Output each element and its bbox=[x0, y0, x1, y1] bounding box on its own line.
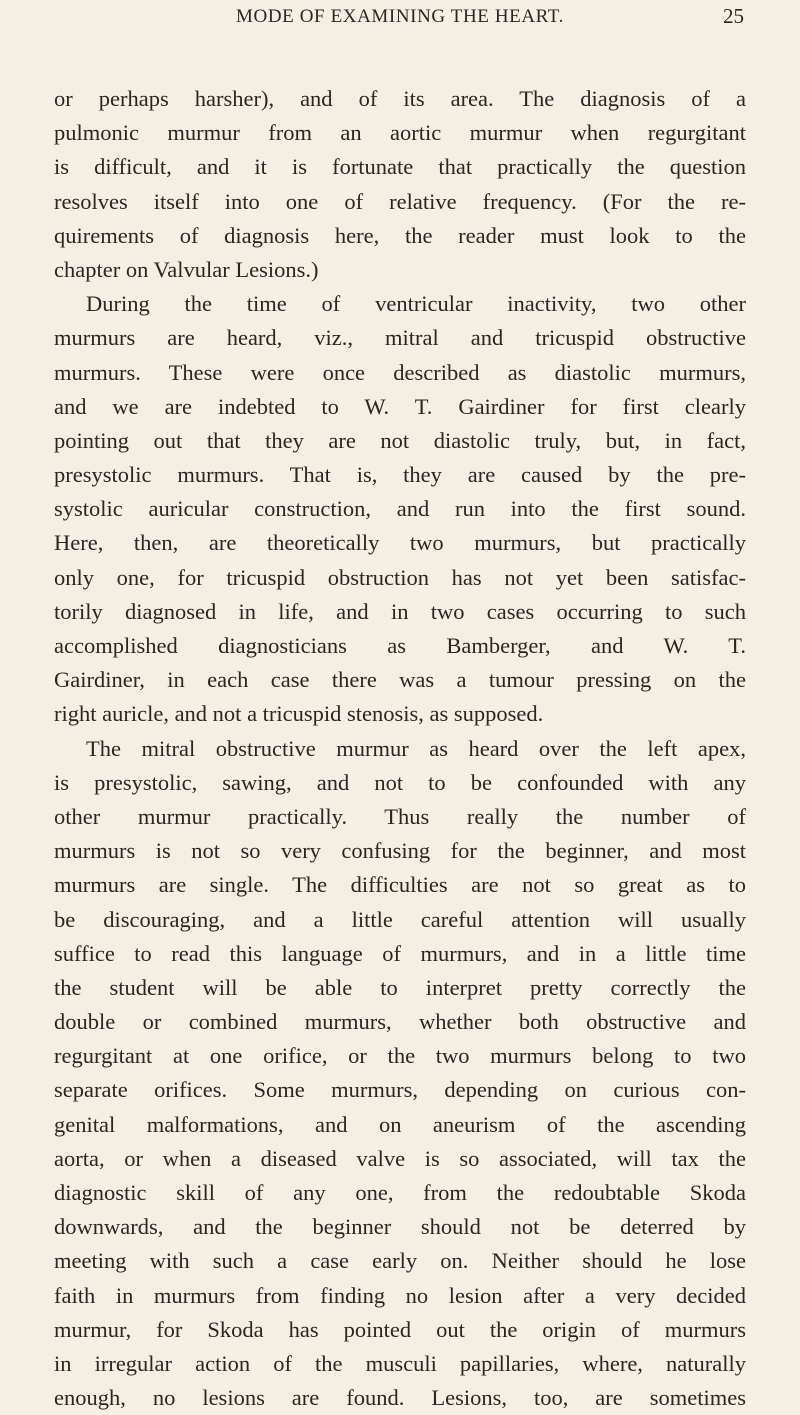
text-line: accomplished diagnosticians as Bamberger, and W. T. bbox=[54, 633, 746, 658]
text-line: is presystolic, sawing, and not to be confounded with any bbox=[54, 769, 746, 795]
text-line: or perhaps harsher), and of its area. The diagnosis of a bbox=[54, 86, 746, 111]
text-line: murmurs. These were once described as diastolic murmurs, bbox=[54, 359, 746, 385]
text-line: systolic auricular construction, and run into the first sound. bbox=[54, 496, 746, 522]
text-line: be discouraging, and a little careful attention will usually bbox=[54, 906, 746, 932]
text-line: faith in murmurs from finding no lesion after a very decided bbox=[54, 1282, 746, 1308]
page-header bbox=[54, 2, 746, 32]
text-line: murmurs are single. The difficulties are not so great as to bbox=[54, 872, 746, 898]
text-line: only one, for tricuspid obstruction has not yet been satisfac- bbox=[54, 564, 746, 590]
text-line: presystolic murmurs. That is, they are caused by the pre- bbox=[54, 462, 746, 488]
text-line: diagnostic skill of any one, from the redoubtable Skoda bbox=[54, 1180, 746, 1205]
text-line: murmurs is not so very confusing for the beginner, and most bbox=[54, 838, 746, 864]
text-line: chapter on Valvular Lesions.) bbox=[54, 256, 319, 282]
text-line: and we are indebted to W. T. Gairdiner for first clearly bbox=[54, 393, 746, 419]
text-line: murmur, for Skoda has pointed out the origin of murmurs bbox=[54, 1316, 746, 1342]
text-line: The mitral obstructive murmur as heard over the left apex, bbox=[86, 735, 746, 761]
text-line: During the time of ventricular inactivity, two other bbox=[86, 291, 746, 317]
page-number: 25 bbox=[723, 4, 744, 28]
text-line: Here, then, are theoretically two murmurs, but practically bbox=[54, 530, 746, 556]
text-line: other murmur practically. Thus really the number of bbox=[54, 803, 746, 829]
text-line: separate orifices. Some murmurs, depending on curious con- bbox=[54, 1077, 746, 1103]
text-line: the student will be able to interpret pretty correctly the bbox=[54, 974, 746, 1000]
text-line: regurgitant at one orifice, or the two murmurs belong to two bbox=[54, 1043, 746, 1069]
text-line: pointing out that they are not diastolic truly, but, in fact, bbox=[54, 427, 746, 453]
text-line: murmurs are heard, viz., mitral and tricuspid obstructive bbox=[54, 325, 746, 351]
text-line: in irregular action of the musculi papillaries, where, naturally bbox=[54, 1350, 746, 1376]
body-text bbox=[54, 82, 746, 1415]
running-title: MODE OF EXAMINING THE HEART. bbox=[236, 6, 564, 27]
text-line: meeting with such a case early on. Neither should he lose bbox=[54, 1248, 746, 1274]
text-line: resolves itself into one of relative frequency. (For the re- bbox=[54, 188, 746, 214]
text-line: quirements of diagnosis here, the reader must look to the bbox=[54, 222, 746, 248]
text-line: suffice to read this language of murmurs, and in a little time bbox=[54, 940, 746, 966]
text-line: aorta, or when a diseased valve is so associated, will tax the bbox=[54, 1145, 746, 1171]
text-line: genital malformations, and on aneurism of the ascending bbox=[54, 1111, 746, 1137]
text-line: pulmonic murmur from an aortic murmur when regurgitant bbox=[54, 120, 746, 146]
text-line: double or combined murmurs, whether both obstructive and bbox=[54, 1009, 746, 1035]
text-line: right auricle, and not a tricuspid stenosis, as supposed. bbox=[54, 701, 544, 727]
text-line: downwards, and the beginner should not be deterred by bbox=[54, 1214, 746, 1240]
text-line: Gairdiner, in each case there was a tumour pressing on the bbox=[54, 667, 746, 693]
text-line: enough, no lesions are found. Lesions, too, are sometimes bbox=[54, 1385, 746, 1411]
text-line: is difficult, and it is fortunate that practically the question bbox=[54, 154, 746, 180]
text-line: torily diagnosed in life, and in two cases occurring to such bbox=[54, 598, 746, 624]
